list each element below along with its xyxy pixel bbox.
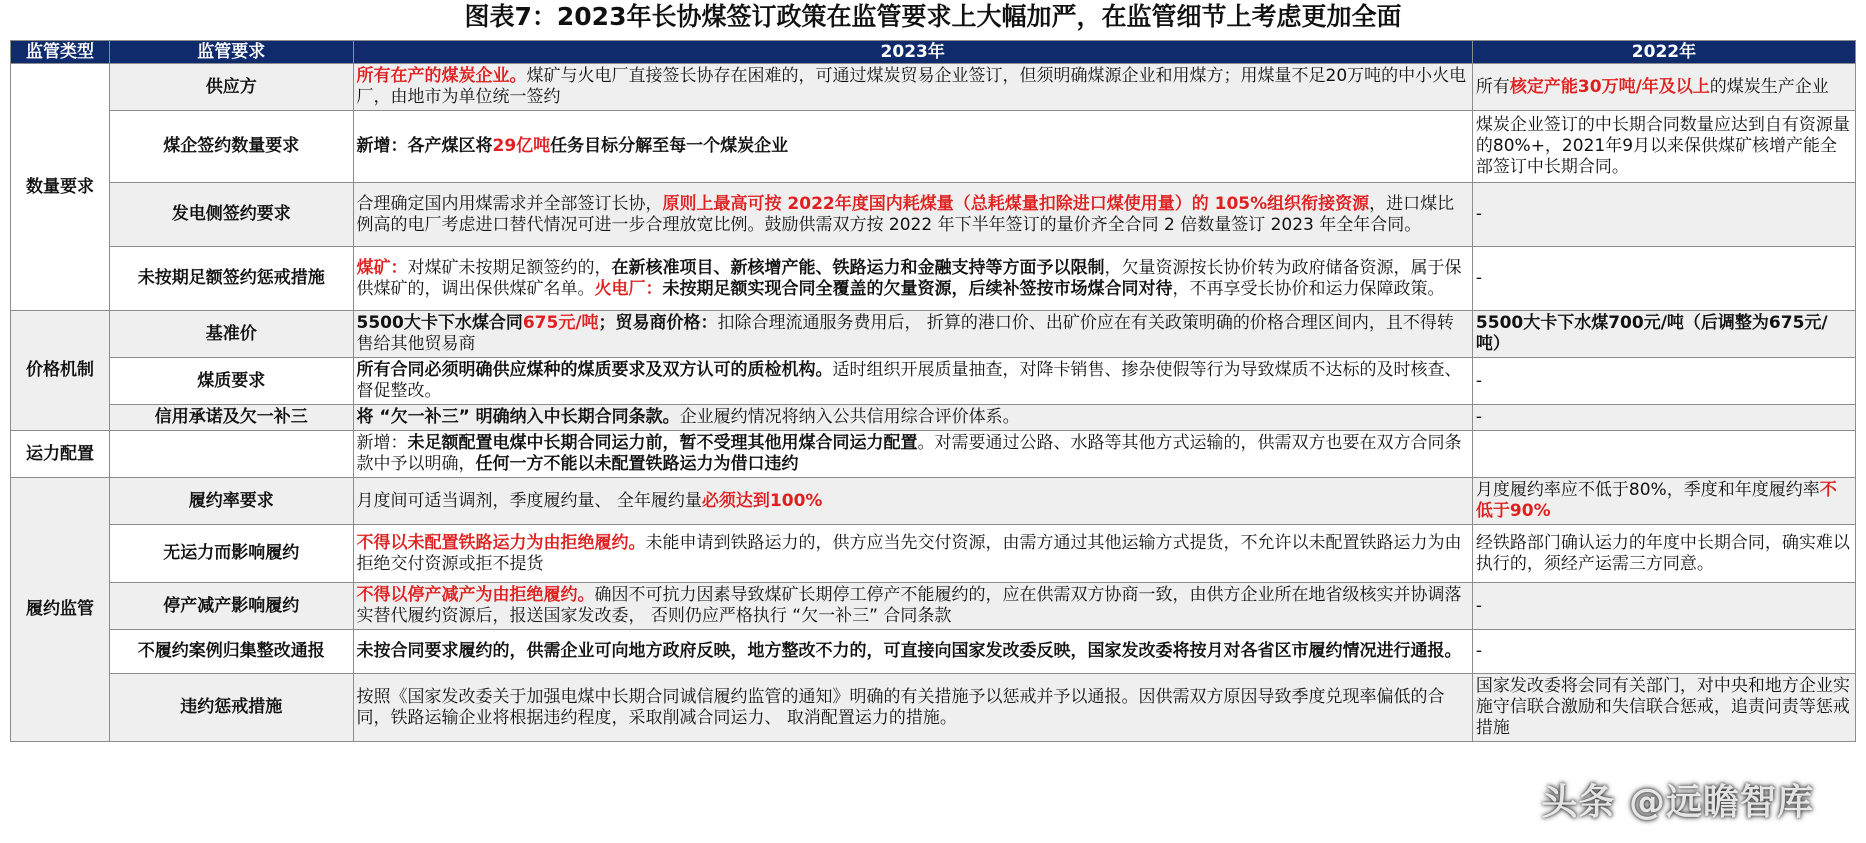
- cell-2022: [1472, 311, 1855, 358]
- header-type: 监管类型: [11, 41, 110, 64]
- cell-2022: [1472, 431, 1855, 478]
- requirement-cell: 基准价: [110, 311, 353, 358]
- text-run: 煤矿：: [356, 257, 408, 278]
- text-run: 合理确定国内用煤需求并全部签订长协，: [356, 193, 663, 214]
- cell-2023: [353, 525, 1472, 583]
- text-run: -: [1475, 268, 1483, 288]
- text-run: ，欠量资源按长协价转为政府储备资源，属于保供煤矿的，调出保供煤矿名单。: [356, 257, 1462, 299]
- category-performance: 履约监管: [11, 478, 110, 742]
- requirement-cell: [110, 431, 353, 478]
- table-row: [11, 405, 1856, 431]
- header-requirement: 监管要求: [110, 41, 353, 64]
- text-run: 将 “欠一补三” 明确纳入中长期合同条款。: [356, 407, 680, 427]
- text-run: 对煤矿未按期足额签约的，: [407, 257, 612, 278]
- cell-2022: [1472, 583, 1855, 630]
- requirement-cell: 信用承诺及欠一补三: [110, 405, 353, 431]
- table-row: [11, 358, 1856, 405]
- text-run: 适时组织开展质量抽查，对降卡销售、掺杂使假等行为导致煤质不达标的及时核查、督促整改。: [356, 360, 1462, 401]
- cell-2022: [1472, 630, 1855, 674]
- cell-2022: [1472, 674, 1855, 742]
- text-run: -: [1475, 641, 1483, 661]
- text-run: 29亿吨: [492, 136, 551, 156]
- watermark: 头条 @远瞻智库: [1541, 782, 1814, 823]
- text-run: 5500大卡下水煤700元/吨（后调整为675元/吨）: [1475, 313, 1828, 354]
- requirement-cell: 未按期足额签约惩戒措施: [110, 247, 353, 311]
- cell-2023: [353, 630, 1472, 674]
- table-row: [11, 583, 1856, 630]
- table-row: [11, 674, 1856, 742]
- cell-2023: [353, 583, 1472, 630]
- requirement-cell: 发电侧签约要求: [110, 183, 353, 247]
- text-run: -: [1475, 595, 1483, 616]
- cell-2022: [1472, 478, 1855, 525]
- header-2023: 2023年: [353, 41, 1472, 64]
- header-2022: 2022年: [1472, 41, 1855, 64]
- cell-2022: [1472, 525, 1855, 583]
- cell-2022: [1472, 247, 1855, 311]
- table-row: [11, 525, 1856, 583]
- text-run: 国家发改委将会同有关部门，对中央和地方企业实施守信联合激励和失信联合惩戒，追责问责等惩戒措施: [1475, 676, 1850, 738]
- text-run: 月度履约率应不低于80%，季度和年度履约率: [1475, 480, 1820, 500]
- text-run: 所有: [1475, 76, 1510, 97]
- cell-2023: [353, 64, 1472, 111]
- text-run: 必须达到100%: [701, 490, 823, 511]
- requirement-cell: 煤企签约数量要求: [110, 111, 353, 183]
- cell-2022: [1472, 111, 1855, 183]
- cell-2022: [1472, 183, 1855, 247]
- text-run: 按照《国家发改委关于加强电煤中长期合同诚信履约监管的通知》明确的有关措施予以惩戒并予以通报。因供需双方原因导致季度兑现率偏低的合同，铁路运输企业将根据违约程度，采取削减合同运力、 取消配置运力的措施。: [356, 686, 1445, 728]
- category-transport: 运力配置: [11, 431, 110, 478]
- text-run: 。对需要通过公路、水路等其他方式运输的，供需双方也要在双方合同条款中予以明确，: [356, 433, 1462, 474]
- text-run: -: [1475, 407, 1483, 427]
- cell-2023: [353, 311, 1472, 358]
- text-run: ，进口煤比例高的电厂考虑进口替代情况可进一步合理放宽比例。鼓励供需双方按 2022 年下半年签订的量价齐全合同 2 倍数量签订 2023 年全年合同。: [356, 193, 1455, 235]
- text-run: 新增：各产煤区将: [356, 136, 493, 156]
- text-run: 原则上最高可按 2022年度国内耗煤量（总耗煤量扣除进口煤使用量）的 105%组织衔接资源: [662, 193, 1370, 214]
- requirement-cell: 供应方: [110, 64, 353, 111]
- cell-2022: [1472, 358, 1855, 405]
- text-run: 675元/吨: [522, 313, 599, 333]
- table-row: [11, 183, 1856, 247]
- table-row: [11, 311, 1856, 358]
- cell-2023: [353, 674, 1472, 742]
- text-run: 核定产能30万吨/年及以上: [1509, 76, 1710, 97]
- requirement-cell: 违约惩戒措施: [110, 674, 353, 742]
- requirement-cell: 履约率要求: [110, 478, 353, 525]
- text-run: 任何一方不能以未配置铁路运力为借口违约: [475, 454, 799, 474]
- text-run: 的煤炭生产企业: [1709, 76, 1829, 97]
- table-row: [11, 64, 1856, 111]
- text-run: 企业履约情况将纳入公共信用综合评价体系。: [679, 407, 1020, 427]
- text-run: 扣除合理流通服务费用后， 折算的港口价、出矿价应在有关政策明确的价格合理区间内，且不得转售给其他贸易商: [356, 313, 1454, 354]
- category-quantity: 数量要求: [11, 64, 110, 311]
- text-run: 5500大卡下水煤合同: [356, 313, 523, 333]
- text-run: 月度间可适当调剂，季度履约量、 全年履约量: [356, 490, 702, 511]
- table-row: [11, 431, 1856, 478]
- text-run: 在新核准项目、新核增产能、铁路运力和金融支持等方面予以限制: [611, 257, 1105, 278]
- text-run: 经铁路部门确认运力的年度中长期合同，确实难以执行的，须经产运需三方同意。: [1475, 532, 1850, 574]
- text-run: 确因不可抗力因素导致煤矿长期停工停产不能履约的，应在供需双方协商一致，由供方企业所在地省级核实并协调落实替代履约资源后，报送国家发改委， 否则仍应严格执行 “欠一补三” 合同条款: [356, 585, 1462, 626]
- text-run: ，不再享受长协价和运力保障政策。: [1172, 278, 1445, 299]
- requirement-cell: 不履约案例归集整改通报: [110, 630, 353, 674]
- text-run: 煤矿与火电厂直接签长协存在困难的，可通过煤炭贸易企业签订，但须明确煤源企业和用煤方；用煤量不足20万吨的中小火电厂，由地市为单位统一签约: [356, 66, 1467, 107]
- table-row: [11, 111, 1856, 183]
- text-run: 火电厂：: [594, 278, 663, 299]
- requirement-cell: 停产减产影响履约: [110, 583, 353, 630]
- cell-2023: [353, 478, 1472, 525]
- table-row: [11, 630, 1856, 674]
- text-run: 所有合同必须明确供应煤种的煤质要求及双方认可的质检机构。: [356, 360, 833, 380]
- cell-2022: [1472, 405, 1855, 431]
- cell-2023: [353, 405, 1472, 431]
- text-run: ；贸易商价格：: [598, 313, 718, 333]
- requirement-cell: 煤质要求: [110, 358, 353, 405]
- policy-table: [10, 40, 1856, 742]
- text-run: 不低于90%: [1475, 480, 1837, 521]
- requirement-cell: 无运力而影响履约: [110, 525, 353, 583]
- cell-2023: [353, 431, 1472, 478]
- cell-2023: [353, 247, 1472, 311]
- cell-2023: [353, 358, 1472, 405]
- cell-2022: [1472, 64, 1855, 111]
- header-row: [11, 41, 1856, 64]
- text-run: 任务目标分解至每一个煤炭企业: [550, 136, 789, 156]
- table-row: [11, 247, 1856, 311]
- cell-2023: [353, 183, 1472, 247]
- figure-title: 图表7：2023年长协煤签订政策在监管要求上大幅加严，在监管细节上考虑更加全面: [464, 2, 1402, 31]
- cell-2023: [353, 111, 1472, 183]
- table-row: [11, 478, 1856, 525]
- text-run: 不得以停产减产为由拒绝履约。: [356, 585, 595, 605]
- text-run: -: [1475, 370, 1483, 391]
- category-price: 价格机制: [11, 311, 110, 431]
- text-run: 未按合同要求履约的，供需企业可向地方政府反映，地方整改不力的，可直接向国家发改委反映，国家发改委将按月对各省区市履约情况进行通报。: [356, 641, 1462, 661]
- text-run: 煤炭企业签订的中长期合同数量应达到自有资源量的80%+，2021年9月以来保供煤矿核增产能全部签订中长期合同。: [1475, 115, 1850, 177]
- text-run: -: [1475, 204, 1483, 224]
- text-run: 新增：: [356, 433, 408, 453]
- text-run: 不得以未配置铁路运力为由拒绝履约。: [356, 532, 646, 553]
- text-run: 未能申请到铁路运力的，供方应当先交付资源，由需方通过其他运输方式提货，不允许以未配置铁路运力为由拒绝交付资源或拒不提货: [356, 532, 1462, 574]
- text-run: 未足额配置电煤中长期合同运力前，暂不受理其他用煤合同运力配置: [407, 433, 918, 453]
- text-run: 所有在产的煤炭企业。: [356, 66, 527, 86]
- text-run: 未按期足额实现合同全覆盖的欠量资源，后续补签按市场煤合同对待: [662, 278, 1173, 299]
